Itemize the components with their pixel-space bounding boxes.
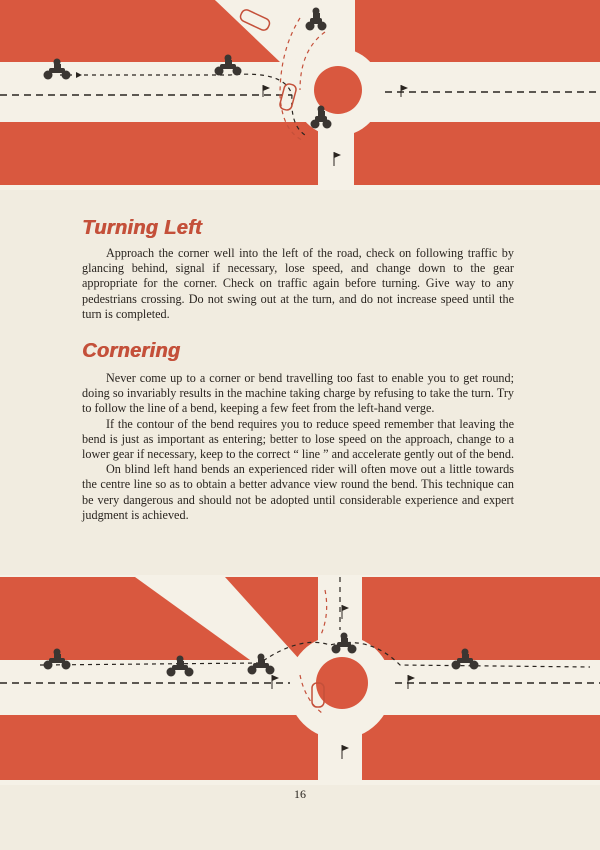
cornering-section [82, 340, 514, 523]
section-heading: Turning Left [82, 217, 202, 239]
paragraph: On blind left hand bends an experienced rider will often move out a little towards the centre line so as to obtain a better advance view round the bend. This technique can be very dangerous and should not be adopted until considerable experience and expert judgment is achieved. [82, 462, 514, 522]
top-roundabout-illustration [0, 0, 600, 190]
turning-left-section [82, 217, 514, 322]
paragraph: If the contour of the bend requires you to reduce speed remember that leaving the bend is just as important as entering; better to lose speed on the approach, change to a lower gear if necessary, keep to the correct “ line ” and accelerate gently out of the bend. [82, 416, 514, 462]
paragraph: Never come up to a corner or bend travelling too fast to enable you to get round; doing so invariably results in the machine taking charge by refusing to take the turn. Try to follow the line of a bend, keeping a few feet from the left-hand verge. [82, 371, 514, 416]
paragraph: Approach the corner well into the left of the road, check on following traffic by glancing behind, signal if necessary, lose speed, and change down to the gear appropriate for the corner. Check on traffic again before turning. Give way to any pedestrians crossing. Do not swing out at the turn, and do not increase speed until the turn is completed. [82, 246, 514, 321]
section-heading: Cornering [82, 340, 181, 362]
page-number: 16 [294, 787, 306, 801]
bottom-roundabout-illustration [0, 575, 600, 785]
